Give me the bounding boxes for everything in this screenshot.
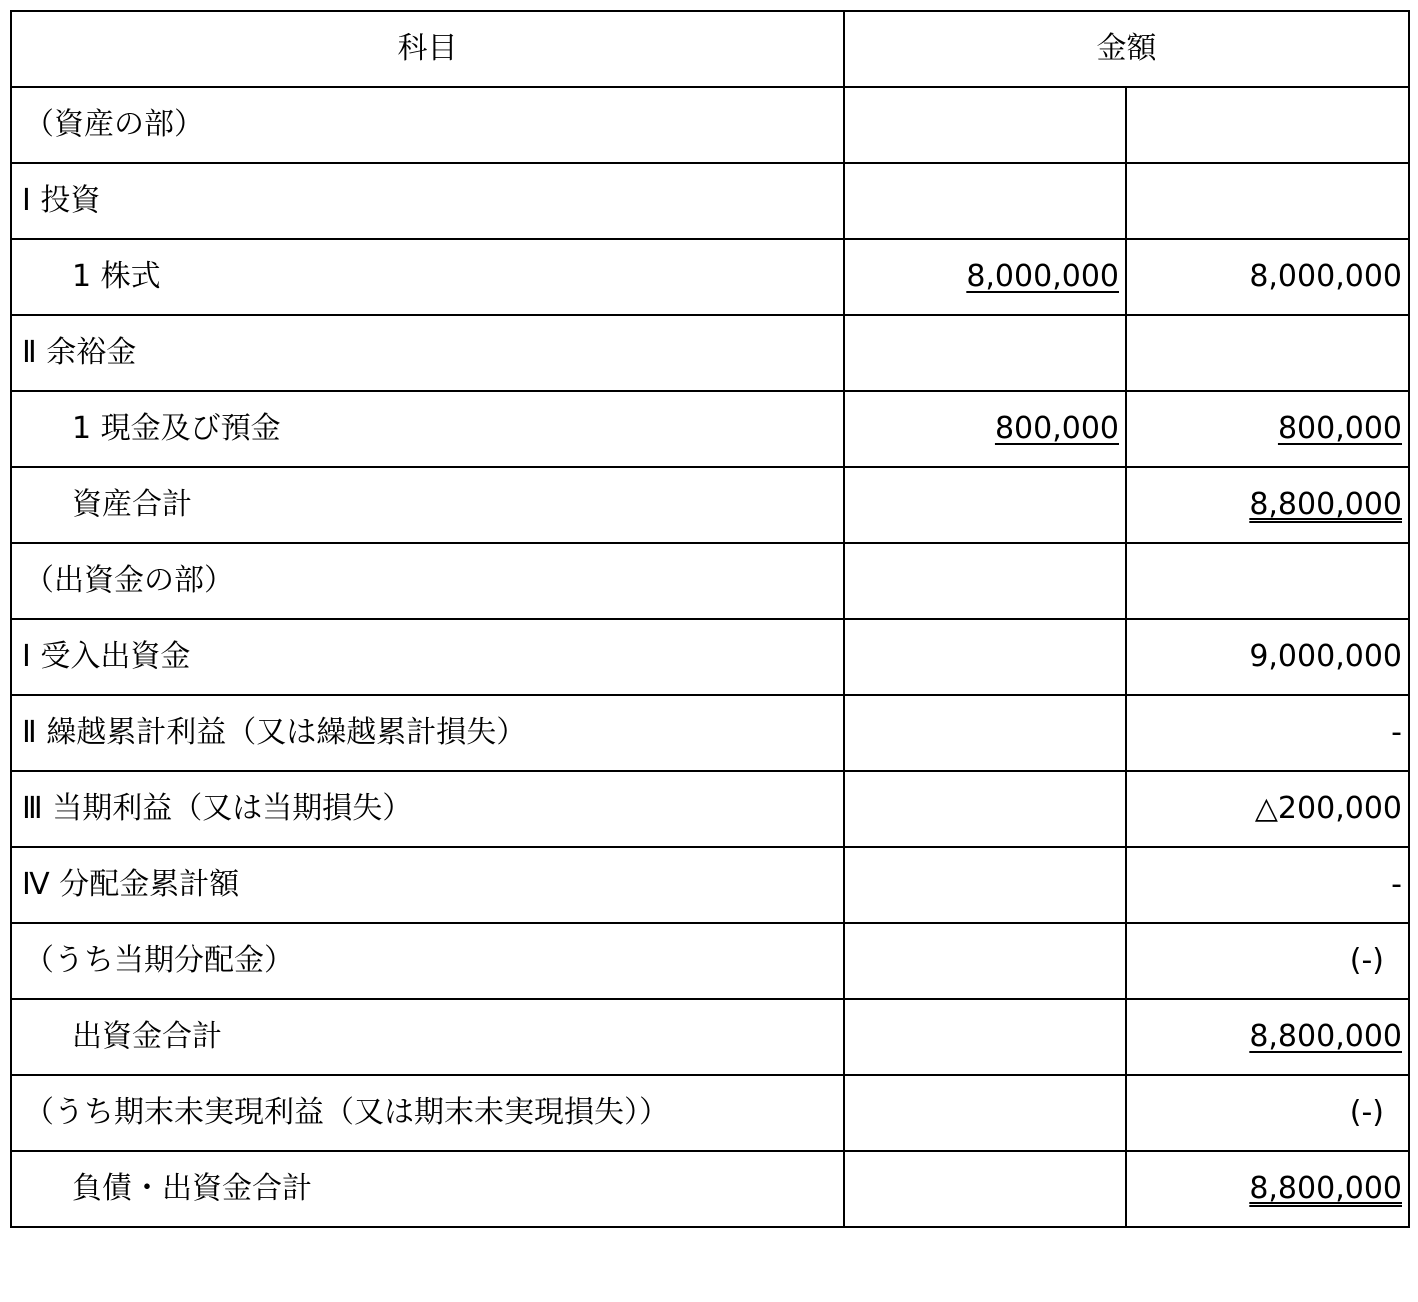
amount-b: 8,000,000	[1126, 239, 1409, 315]
amount-b-value: 8,800,000	[1249, 1019, 1402, 1054]
amount-b	[1126, 391, 1409, 467]
amount-a	[844, 163, 1126, 239]
row-label: 資産合計	[11, 467, 844, 543]
amount-a	[844, 239, 1126, 315]
row-label: （うち期末未実現利益（又は期末未実現損失））	[11, 1075, 844, 1151]
amount-a	[844, 999, 1126, 1075]
header-row	[11, 11, 1409, 87]
row-label: Ⅰ 投資	[11, 163, 844, 239]
amount-a-value: 8,000,000	[966, 259, 1119, 294]
header-item: 科目	[11, 11, 844, 87]
row-label: 1 株式	[11, 239, 844, 315]
amount-a	[844, 467, 1126, 543]
amount-b: (-)	[1126, 1075, 1409, 1151]
amount-b: (-)	[1126, 923, 1409, 999]
amount-b	[1126, 1151, 1409, 1227]
row-label: （うち当期分配金）	[11, 923, 844, 999]
amount-a	[844, 87, 1126, 163]
row-label: 1 現金及び預金	[11, 391, 844, 467]
amount-a-value: 800,000	[994, 411, 1119, 446]
amount-b: △200,000	[1126, 771, 1409, 847]
row-label: Ⅳ 分配金累計額	[11, 847, 844, 923]
table-row	[11, 695, 1409, 771]
row-label: 負債・出資金合計	[11, 1151, 844, 1227]
amount-b: -	[1126, 847, 1409, 923]
table-row	[11, 543, 1409, 619]
amount-b	[1126, 315, 1409, 391]
amount-b: -	[1126, 695, 1409, 771]
table-row	[11, 1075, 1409, 1151]
table-row	[11, 847, 1409, 923]
table-row	[11, 923, 1409, 999]
table-row	[11, 87, 1409, 163]
amount-a	[844, 1075, 1126, 1151]
row-label: Ⅰ 受入出資金	[11, 619, 844, 695]
header-amount: 金額	[844, 11, 1409, 87]
table-row	[11, 391, 1409, 467]
table-row	[11, 239, 1409, 315]
table-row	[11, 315, 1409, 391]
amount-b	[1126, 543, 1409, 619]
amount-b	[1126, 999, 1409, 1075]
amount-b-value: 800,000	[1277, 411, 1402, 446]
amount-b: 9,000,000	[1126, 619, 1409, 695]
balance-sheet-table	[10, 10, 1410, 1228]
table-row	[11, 999, 1409, 1075]
amount-a	[844, 847, 1126, 923]
amount-a	[844, 695, 1126, 771]
amount-a	[844, 771, 1126, 847]
table-row	[11, 467, 1409, 543]
row-label: Ⅱ 余裕金	[11, 315, 844, 391]
row-label: （出資金の部）	[11, 543, 844, 619]
amount-b	[1126, 467, 1409, 543]
amount-b	[1126, 163, 1409, 239]
amount-b-value: 8,800,000	[1249, 1171, 1402, 1206]
table-row	[11, 619, 1409, 695]
amount-a	[844, 315, 1126, 391]
table-row	[11, 163, 1409, 239]
amount-a	[844, 1151, 1126, 1227]
row-label: Ⅲ 当期利益（又は当期損失）	[11, 771, 844, 847]
amount-a	[844, 391, 1126, 467]
row-label: （資産の部）	[11, 87, 844, 163]
table-row	[11, 1151, 1409, 1227]
amount-b-value: 8,800,000	[1249, 487, 1402, 522]
row-label: Ⅱ 繰越累計利益（又は繰越累計損失）	[11, 695, 844, 771]
amount-a	[844, 619, 1126, 695]
amount-b	[1126, 87, 1409, 163]
row-label: 出資金合計	[11, 999, 844, 1075]
table-row	[11, 771, 1409, 847]
amount-a	[844, 543, 1126, 619]
amount-a	[844, 923, 1126, 999]
